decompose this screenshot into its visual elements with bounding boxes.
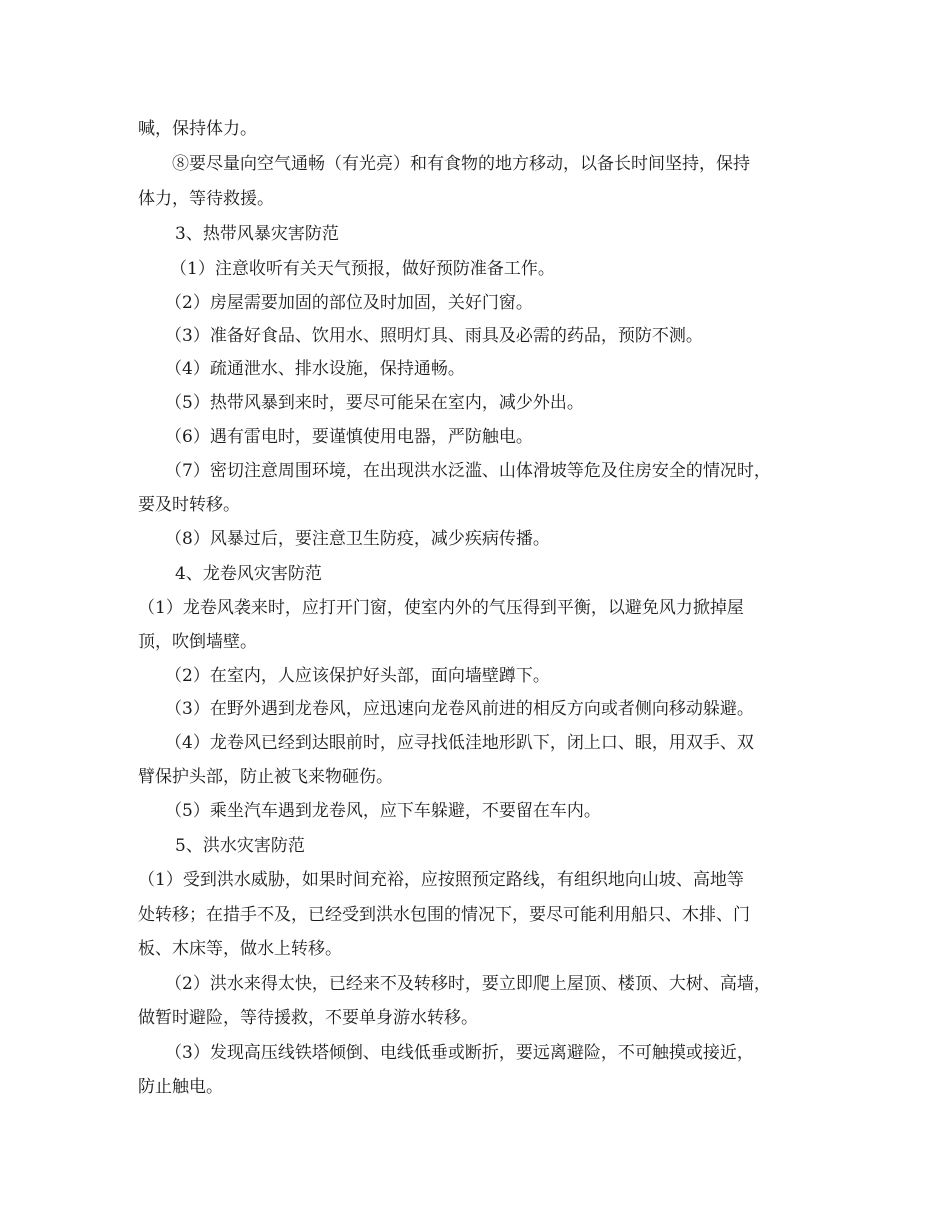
- list-item: （1）龙卷风袭来时，应打开门窗，使室内外的气压得到平衡，以避免风力掀掉屋: [138, 598, 744, 618]
- list-item: （1）注意收听有关天气预报，做好预防准备工作。: [170, 259, 555, 279]
- paragraph-line: 体力，等待救援。: [138, 189, 274, 209]
- list-item: （8）风暴过后，要注意卫生防疫，减少疾病传播。: [165, 529, 550, 549]
- list-item: （3）在野外遇到龙卷风，应迅速向龙卷风前进的相反方向或者侧向移动躲避。: [165, 699, 754, 719]
- section-heading: 3、热带风暴灾害防范: [175, 224, 339, 244]
- list-item: （5）热带风暴到来时，要尽可能呆在室内，减少外出。: [165, 393, 584, 413]
- paragraph-line: ⑧要尽量向空气通畅（有光亮）和有食物的地方移动，以备长时间坚持，保持: [172, 154, 750, 174]
- section-heading: 5、洪水灾害防范: [175, 836, 305, 856]
- list-item: （4）龙卷风已经到达眼前时，应寻找低洼地形趴下，闭上口、眼，用双手、双: [165, 733, 754, 753]
- list-item: （1）受到洪水威胁，如果时间充裕，应按照预定路线，有组织地向山坡、高地等: [138, 870, 744, 890]
- paragraph-line: 臂保护头部，防止被飞来物砸伤。: [138, 767, 393, 787]
- paragraph-line: 顶，吹倒墙壁。: [138, 632, 257, 652]
- paragraph-line: 防止触电。: [138, 1077, 223, 1097]
- section-heading: 4、龙卷风灾害防范: [175, 564, 322, 584]
- list-item: （2）在室内，人应该保护好头部，面向墙壁蹲下。: [165, 666, 550, 686]
- list-item: （2）房屋需要加固的部位及时加固，关好门窗。: [165, 293, 533, 313]
- paragraph-line: 板、木床等，做水上转移。: [138, 939, 342, 959]
- paragraph-line: 要及时转移。: [138, 495, 240, 515]
- list-item: （5）乘坐汽车遇到龙卷风，应下车躲避，不要留在车内。: [165, 801, 601, 821]
- list-item: （7）密切注意周围环境，在出现洪水泛滥、山体滑坡等危及住房安全的情况时，: [165, 461, 771, 481]
- list-item: （3）发现高压线铁塔倾倒、电线低垂或断折，要远离避险，不可触摸或接近，: [165, 1043, 754, 1063]
- list-item: （2）洪水来得太快，已经来不及转移时，要立即爬上屋顶、楼顶、大树、高墙，: [165, 974, 771, 994]
- paragraph-line: 做暂时避险，等待援救，不要单身游水转移。: [138, 1008, 478, 1028]
- list-item: （3）准备好食品、饮用水、照明灯具、雨具及必需的药品，预防不测。: [165, 326, 703, 346]
- list-item: （4）疏通泄水、排水设施，保持通畅。: [165, 359, 465, 379]
- paragraph-line: 喊，保持体力。: [138, 119, 257, 139]
- list-item: （6）遇有雷电时，要谨慎使用电器，严防触电。: [165, 427, 533, 447]
- paragraph-line: 处转移；在措手不及，已经受到洪水包围的情况下，要尽可能利用船只、木排、门: [138, 905, 750, 925]
